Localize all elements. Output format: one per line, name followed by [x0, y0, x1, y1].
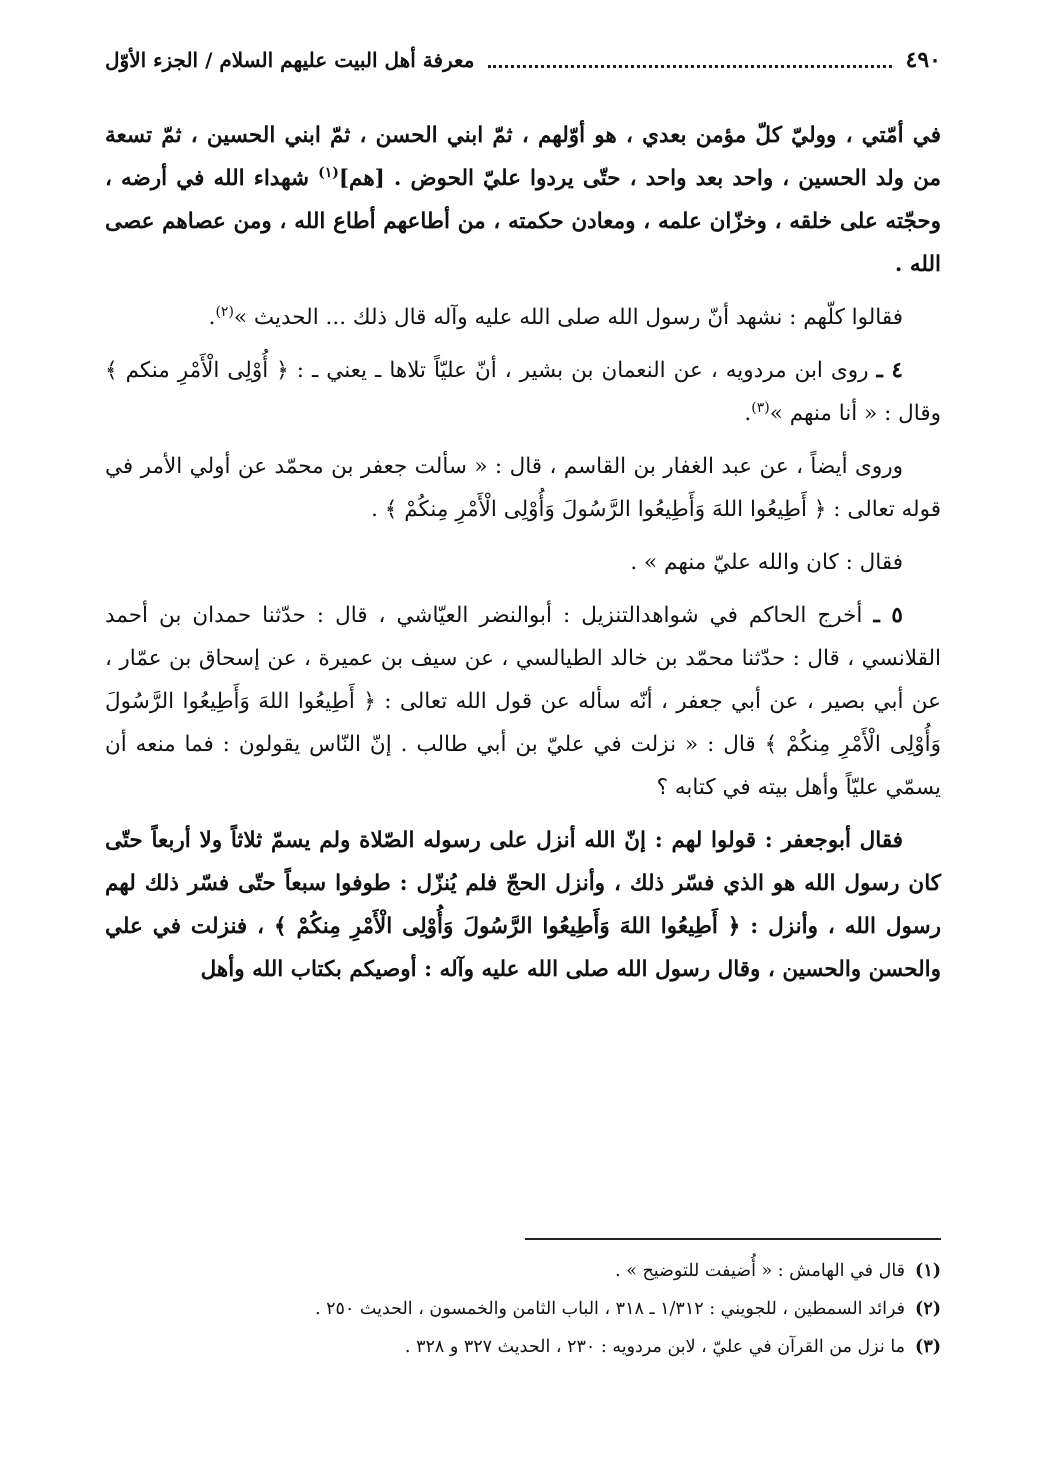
- paragraph-5-text: فقال : كان والله عليّ منهم » .: [630, 550, 903, 575]
- footnote-ref-3[interactable]: (٣): [751, 399, 770, 416]
- page-number: ٤٩٠: [905, 47, 941, 73]
- item-number-4: ٤ ـ: [876, 358, 903, 383]
- header-dotted-leader: [488, 65, 891, 68]
- footnote-3-text: ما نزل من القرآن في عليّ ، لابن مردويه : ٢٣٠ ، الحديث ٣٢٧ و ٣٢٨ .: [404, 1337, 906, 1357]
- paragraph-5: [105, 541, 941, 584]
- footnote-3: [105, 1328, 941, 1366]
- running-header: [105, 40, 941, 80]
- paragraph-1-continued: شهداء الله في أرضه ، وحجّته على خلقه ، وخزّان علمه ، ومعادن حكمته ، من أطاعهم أطاع الله ، ومن عصاهم عصى الله .: [105, 166, 941, 277]
- footnote-separator: [525, 1238, 941, 1240]
- paragraph-2-text: فقالوا كلّهم : نشهد أنّ رسول الله صلى الله عليه وآله قال ذلك ... الحديث »: [233, 305, 903, 330]
- header-title: معرفة أهل البيت عليهم السلام / الجزء الأوّل: [105, 48, 475, 72]
- footnote-1-text: قال في الهامش : « أُضيفت للتوضيح » .: [615, 1261, 906, 1281]
- footnote-2: [105, 1290, 941, 1328]
- paragraph-1: [105, 114, 941, 286]
- paragraph-6-text: أخرج الحاكم في شواهدالتنزيل : أبوالنضر العيّاشي ، قال : حدّثنا حمدان بن أحمد القلانسي ، قال : حدّثنا محمّد بن خالد الطيالسي ، عن سيف بن عميرة ، عن إسحاق بن عمّار ، عن أبي بصير ، عن أبي جعفر ، أنّه سأله عن قول الله تعالى : ﴿ أَطِيعُوا اللهَ وَأَطِيعُوا الرَّسُولَ وَأُوْلِى الْأَمْرِ مِنكُمْ ﴾ قال : « نزلت في عليّ بن أبي طالب . إنّ النّاس يقولون : فما منعه أن يسمّي عليّاً وأهل بيته في كتابه ؟: [105, 603, 941, 800]
- footnote-ref-2[interactable]: (٢): [215, 303, 234, 320]
- paragraph-4-text: وروى أيضاً ، عن عبد الغفار بن القاسم ، قال : « سألت جعفر بن محمّد عن أولي الأمر في قوله تعالى : ﴿ أَطِيعُوا اللهَ وَأَطِيعُوا الرَّسُولَ وَأُوْلِى الْأَمْرِ مِنكُمْ ﴾ .: [105, 454, 941, 522]
- paragraph-1-text: في أمّتي ، ووليّ كلّ مؤمن بعدي ، هو أوّلهم ، ثمّ ابني الحسن ، ثمّ ابني الحسين ، ثمّ تسعة من ولد الحسين ، واحد بعد واحد ، حتّى يردوا عليّ الحوض . [هم]: [105, 123, 941, 191]
- footnote-3-number: (٣): [915, 1337, 941, 1357]
- footnotes: [105, 1252, 941, 1366]
- main-text: [105, 114, 941, 991]
- footnote-2-number: (٢): [915, 1299, 941, 1319]
- paragraph-3: ٤ ـ روى ابن مردويه ، عن النعمان بن بشير ، أنّ عليّاً تلاها ـ يعني ـ : ﴿ أُوْلِى الْأَمْرِ منكم ﴾ وقال : « أنا منهم »$^{(٣)}$.: [105, 358, 941, 426]
- paragraph-3-text: روى ابن مردويه ، عن النعمان بن بشير ، أنّ عليّاً تلاها ـ يعني ـ : ﴿ أُوْلِى الْأَمْرِ منكم ﴾ وقال : « أنا منهم »: [105, 358, 941, 426]
- footnote-1-number: (١): [915, 1261, 941, 1281]
- paragraph-4: [105, 445, 941, 531]
- paragraph-7-text: فقال أبوجعفر : قولوا لهم : إنّ الله أنزل على رسوله الصّلاة ولم يسمّ ثلاثاً ولا أربعاً حتّى كان رسول الله هو الذي فسّر ذلك ، وأنزل الحجّ فلم يُنزّل : طوفوا سبعاً حتّى فسّر ذلك لهم رسول الله ، وأنزل : ﴿ أَطِيعُوا اللهَ وَأَطِيعُوا الرَّسُولَ وَأُوْلِى الْأَمْرِ مِنكُمْ ﴾ ، فنزلت في علي والحسن والحسين ، وقال رسول الله صلى الله عليه وآله : أوصيكم بكتاب الله وأهل: [105, 828, 941, 982]
- paragraph-7: [105, 819, 941, 991]
- footnote-1: [105, 1252, 941, 1290]
- book-page: [105, 40, 941, 1420]
- paragraph-6: [105, 594, 941, 809]
- footnote-ref-1[interactable]: (١): [318, 164, 339, 181]
- paragraph-2: فقالوا كلّهم : نشهد أنّ رسول الله صلى الله عليه وآله قال ذلك ... الحديث »$^{(٢)}$.: [208, 303, 903, 330]
- footnote-2-text: فرائد السمطين ، للجويني : ١/٣١٢ ـ ٣١٨ ، الباب الثامن والخمسون ، الحديث ٢٥٠ .: [315, 1299, 906, 1319]
- item-number-5: ٥ ـ: [873, 603, 903, 628]
